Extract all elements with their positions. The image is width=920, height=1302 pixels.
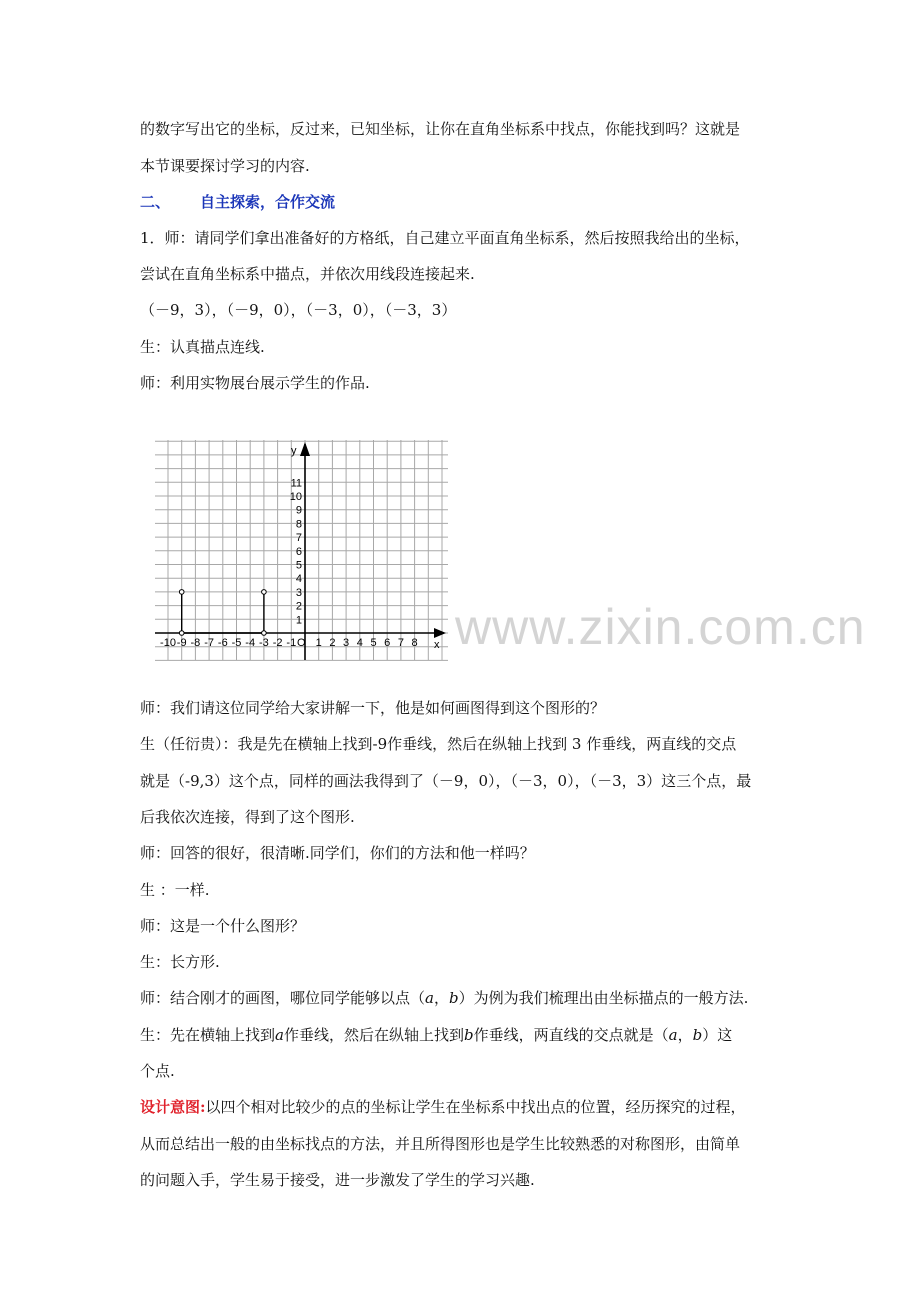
y-tick-label: 1 <box>295 614 302 627</box>
variable-a: a <box>425 989 434 1007</box>
variable-a: a <box>668 1026 678 1044</box>
y-tick-label: 3 <box>295 586 302 599</box>
paragraph: 生（任衍贵）：我是先在横轴上找到-9作垂线，然后在纵轴上找到 3 作垂线，两直线的交点 <box>140 735 737 753</box>
x-tick-label: 3 <box>343 637 350 649</box>
origin-label: O <box>297 637 306 649</box>
paragraph: 生：认真描点连线. <box>140 338 265 356</box>
x-axis-arrow <box>434 628 446 638</box>
paragraph: 师：回答的很好，很清晰.同学们，你们的方法和他一样吗？ <box>140 844 535 862</box>
y-tick-label: 6 <box>295 545 302 558</box>
design-intent-paragraph <box>140 1096 790 1118</box>
x-tick-label: 4 <box>356 637 363 649</box>
y-tick-label: 9 <box>295 504 302 517</box>
x-tick-label: -3 <box>259 637 269 649</box>
y-tick-label: 7 <box>295 532 302 545</box>
x-tick-label: 1 <box>315 637 322 649</box>
coordinate-plane-figure <box>140 430 460 665</box>
y-tick-label: 2 <box>295 600 302 613</box>
y-tick-label: 11 <box>290 477 302 490</box>
x-axis-label: x <box>434 639 440 651</box>
variable-b: b <box>463 1026 474 1044</box>
y-axis-arrow <box>300 442 310 456</box>
text-run: ， <box>433 989 449 1007</box>
paragraph: 尝试在直角坐标系中描点，并依次用线段连接起来. <box>140 265 475 283</box>
coordinate-plane-svg <box>140 430 460 665</box>
point-marker <box>262 631 267 636</box>
point-marker <box>179 631 184 636</box>
text-run: 以四个相对比较少的点的坐标让学生在坐标系中找出点的位置，经历探究的过程， <box>205 1098 746 1116</box>
x-tick-label: -7 <box>204 637 214 649</box>
y-tick-label: 10 <box>289 491 302 503</box>
paragraph: 生：长方形. <box>140 953 220 971</box>
section-number: 二、 <box>140 193 171 211</box>
paragraph: 师：利用实物展台展示学生的作品. <box>140 374 370 392</box>
paragraph: 本节课要探讨学习的内容. <box>140 157 310 175</box>
text-run: ）为例为我们梳理出由坐标描点的一般方法. <box>458 989 749 1007</box>
paragraph: 就是（-9,3）这个点，同样的画法我得到了（－9，0），（－3，0），（－3，3）这三个点，最 <box>140 772 752 790</box>
x-tick-label: 2 <box>329 637 336 649</box>
x-tick-label: -6 <box>217 637 228 649</box>
paragraph: 生 ：一样. <box>140 881 210 899</box>
section-title: 自主探索，合作交流 <box>200 193 336 211</box>
x-tick-label: 8 <box>411 637 418 649</box>
y-tick-label: 8 <box>295 518 302 531</box>
x-tick-label: -4 <box>245 637 256 649</box>
paragraph: 师：我们请这位同学给大家讲解一下，他是如何画图得到这个图形的？ <box>140 699 606 717</box>
y-tick-label: 4 <box>295 573 302 586</box>
paragraph: 个点. <box>140 1062 175 1080</box>
x-tick-label: 7 <box>397 637 404 649</box>
section-heading <box>140 191 790 213</box>
paragraph: 的数字写出它的坐标，反过来，已知坐标，让你在直角坐标系中找点，你能找到吗？这就是 <box>140 120 741 138</box>
paragraph: 师：这是一个什么图形？ <box>140 917 306 935</box>
watermark: www.zixin.com.cn <box>455 599 866 655</box>
paragraph <box>140 1024 790 1046</box>
text-run: 作垂线，然后在纵轴上找到 <box>283 1026 464 1044</box>
x-tick-label: -10 <box>160 637 176 649</box>
variable-b: b <box>692 1026 703 1044</box>
design-intent-label: 设计意图: <box>140 1098 206 1116</box>
point-marker <box>262 590 267 595</box>
text-run: 师：结合刚才的画图，哪位同学能够以点（ <box>140 989 426 1007</box>
x-tick-label: -8 <box>190 637 201 649</box>
text-run: 作垂线，两直线的交点就是（ <box>473 1026 669 1044</box>
paragraph: 从而总结出一般的由坐标找点的方法，并且所得图形也是学生比较熟悉的对称图形，由简单 <box>140 1135 741 1153</box>
variable-b: b <box>448 989 459 1007</box>
x-tick-label: 5 <box>370 637 377 649</box>
paragraph: 后我依次连接，得到了这个图形. <box>140 808 355 826</box>
paragraph <box>140 987 790 1009</box>
x-tick-label: 6 <box>384 637 391 649</box>
x-tick-label: -1 <box>286 637 297 649</box>
x-tick-label: -2 <box>272 637 283 649</box>
x-tick-label: -5 <box>231 637 242 649</box>
paragraph: 1．师：请同学们拿出准备好的方格纸，自己建立平面直角坐标系，然后按照我给出的坐标， <box>140 229 750 247</box>
variable-a: a <box>275 1026 284 1044</box>
text-run: ）这 <box>702 1026 733 1044</box>
y-tick-label: 5 <box>295 559 302 572</box>
point-marker <box>179 590 184 595</box>
text-run: 生：先在横轴上找到 <box>140 1026 276 1044</box>
paragraph: 的问题入手，学生易于接受，进一步激发了学生的学习兴趣. <box>140 1171 535 1189</box>
x-tick-label: -9 <box>176 637 187 649</box>
y-axis-label: y <box>291 445 297 457</box>
coordinates-list: （－9，3），（－9，0），（－3，0），（－3，3） <box>140 301 457 319</box>
text-run: ， <box>677 1026 693 1044</box>
